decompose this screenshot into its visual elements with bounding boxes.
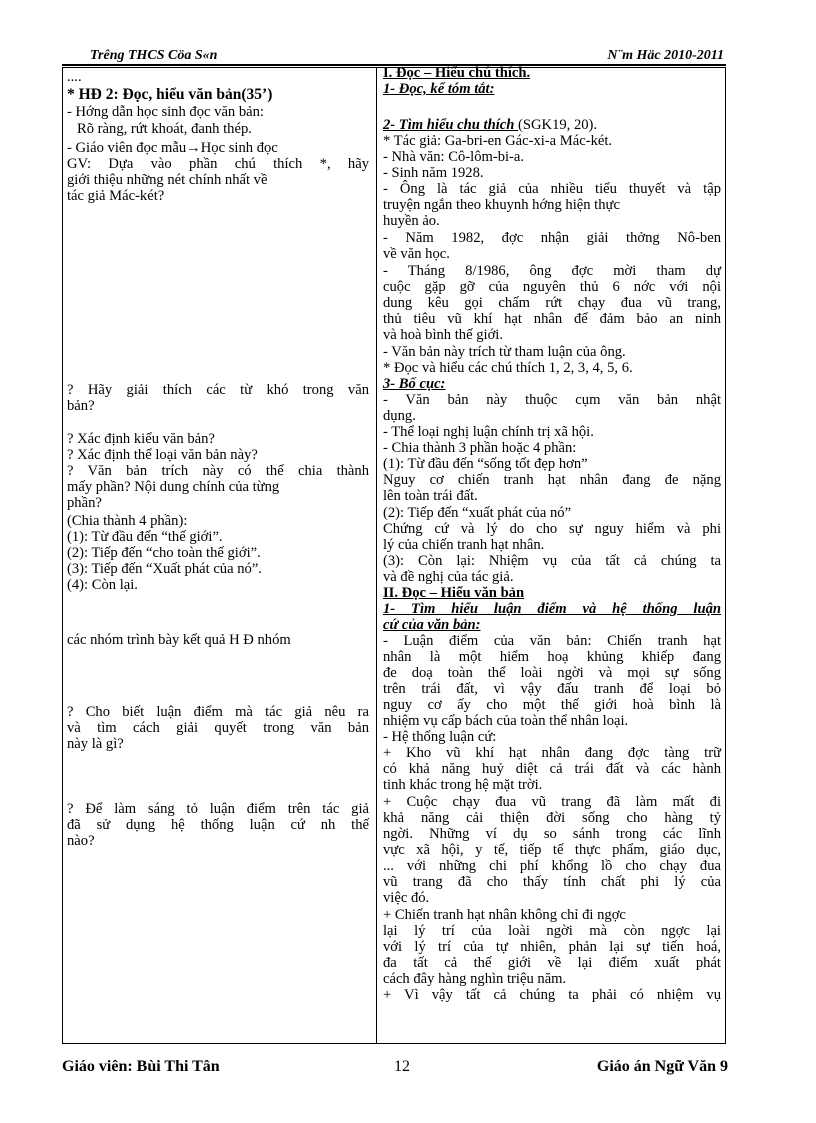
- text-line: GV: Dựa vào phần chú thích *, hãy: [67, 156, 369, 172]
- text-line: (2): Tiếp đến “cho toàn thế giới”.: [67, 545, 261, 561]
- text-line: + Chiến tranh hạt nhân không chỉ đi ngợc: [383, 907, 626, 923]
- ellipsis: ....: [67, 69, 82, 85]
- text-line: tác giả Mác-két?: [67, 188, 165, 204]
- text-line: - Hệ thống luận cứ:: [383, 729, 497, 745]
- text-line: nhiệm vụ cấp bách của toàn thể nhân loại.: [383, 713, 629, 729]
- subsection-heading: 3- Bố cục:: [383, 376, 446, 392]
- text-line: về văn học.: [383, 246, 450, 262]
- text-line: - Thể loại nghị luận chính trị xã hội.: [383, 424, 594, 440]
- text-line: các nhóm trình bày kết quả H Đ nhóm: [67, 632, 291, 648]
- text-line: nguy cơ ấy cho một thế giới hoà bình là: [383, 697, 721, 713]
- text-line: trên trái đất, vì vậy đấu tranh để loại bỏ: [383, 681, 721, 697]
- text-line: vực xã hội, y tế, tiếp tế thực phẩm, giáo dục,: [383, 842, 721, 858]
- column-divider: [376, 68, 377, 1043]
- text-line: và hoà bình thế giới.: [383, 327, 503, 343]
- text-line: (2): Tiếp đến “xuất phát của nó”: [383, 505, 572, 521]
- text-line: - Tháng 8/1986, ông đợc mời tham dự: [383, 263, 721, 279]
- text-line: với lý trí của tự nhiên, phản lại sự tiến hoá,: [383, 939, 721, 955]
- section-heading: I. Đọc – Hiểu chú thích.: [383, 65, 531, 81]
- text-line: cuộc gặp gỡ của nguyên thủ 6 nớc với nội: [383, 279, 721, 295]
- text-line: - Sinh năm 1928.: [383, 165, 484, 181]
- text-line: dung kêu gọi chấm rứt chạy đua vũ trang,: [383, 295, 721, 311]
- text-line: thủ tiêu vũ khí hạt nhân để đảm bảo an ninh: [383, 311, 721, 327]
- text-line: việc đó.: [383, 890, 430, 906]
- question: đã sử dụng hệ thống luận cứ nh thế: [67, 817, 369, 833]
- subsection-heading: 1- Đọc, kể tóm tắt:: [383, 81, 495, 97]
- text-line: và đề nghị của tác giả.: [383, 569, 514, 585]
- text-line: dụng.: [383, 408, 416, 424]
- text-line: + Cuộc chạy đua vũ trang đã làm mất đi: [383, 794, 721, 810]
- text-line: * Tác giả: Ga-bri-en Gác-xi-a Mác-két.: [383, 133, 613, 149]
- text-line: lên toàn trái đất.: [383, 488, 478, 504]
- text-line: (3): Còn lại: Nhiệm vụ của tất cả chúng ta: [383, 553, 721, 569]
- subsection-heading: 1- Tìm hiểu luận điểm và hệ thống luận: [383, 601, 721, 617]
- question: nào?: [67, 833, 95, 849]
- text-line: (Chia thành 4 phần):: [67, 513, 188, 529]
- question: và tìm cách giải quyết trong văn bản: [67, 720, 369, 736]
- text-line: (4): Còn lại.: [67, 577, 138, 593]
- text-line: - Luận điểm của văn bản: Chiến tranh hạt: [383, 633, 721, 649]
- text-line: - Ông là tác giả của nhiều tiểu thuyết và tập: [383, 181, 721, 197]
- question: mấy phần? Nội dung chính của từng: [67, 479, 280, 495]
- question: ? Cho biết luận điểm mà tác giả nêu ra: [67, 704, 369, 720]
- question: ? Xác định thể loại văn bản này?: [67, 447, 258, 463]
- school-year: N¨m Häc 2010-2011: [607, 48, 724, 63]
- text-line: Chứng cứ và lý do cho sự nguy hiểm và phi: [383, 521, 721, 537]
- text-line: (1): Từ đầu đến “thế giới”.: [67, 529, 223, 545]
- page-footer: [62, 1058, 728, 1080]
- page-number: 12: [394, 1058, 410, 1075]
- text-line: ngời. Những ví dụ so sánh trong các lĩnh: [383, 826, 721, 842]
- text-line: lý của chiến tranh hạt nhân.: [383, 537, 545, 553]
- text-line: khả năng cải thiện đời sống cho hàng tỷ: [383, 810, 721, 826]
- question: ? Hãy giải thích các từ khó trong văn: [67, 382, 369, 398]
- lesson-table: [62, 67, 726, 1044]
- course-name: Giáo án Ngữ Văn 9: [596, 1058, 728, 1075]
- text-line: ... với những chi phí khổng lồ cho chạy đua: [383, 858, 721, 874]
- question: này là gì?: [67, 736, 124, 752]
- page-header: [62, 46, 726, 66]
- question: bản?: [67, 398, 95, 414]
- text-line: đe doạ toàn thể loài ngời và mọi sự sống: [383, 665, 721, 681]
- question: ? Văn bản trích này có thể chia thành: [67, 463, 369, 479]
- text-line: huyền ảo.: [383, 213, 440, 229]
- question: phần?: [67, 495, 102, 511]
- text-line: + Vì vậy tất cả chúng ta phải có nhiệm vụ: [383, 987, 721, 1003]
- text-line: + Kho vũ khí hạt nhân đang đợc tàng trữ: [383, 745, 721, 761]
- text-line: Rõ ràng, rứt khoát, đanh thép.: [77, 121, 252, 137]
- text-line: vũ trang đã cho thấy tính chất phi lý của: [383, 874, 721, 890]
- text-line: - Nhà văn: Cô-lôm-bi-a.: [383, 149, 525, 165]
- text-line: tinh khác trong hệ mặt trời.: [383, 777, 543, 793]
- text-line: - Giáo viên đọc mẫu→Học sinh đọc: [67, 140, 278, 156]
- text-line: - Năm 1982, đợc nhận giải thởng Nô-ben: [383, 230, 721, 246]
- school-name: Trêng THCS Cöa S«n: [90, 48, 218, 63]
- text-line: Nguy cơ chiến tranh hạt nhân đang đe nặng: [383, 472, 721, 488]
- question: ? Để làm sáng tỏ luận điểm trên tác giả: [67, 801, 369, 817]
- text-line: (3): Tiếp đến “Xuất phát của nó”.: [67, 561, 262, 577]
- activity-heading: * HĐ 2: Đọc, hiểu văn bản(35’): [67, 86, 273, 103]
- text-line: - Văn bản này trích từ tham luận của ông.: [383, 344, 626, 360]
- text-line: có khả năng huỷ diệt cả trái đất và các hành: [383, 761, 721, 777]
- text-line: - Văn bản này thuộc cụm văn bản nhật: [383, 392, 721, 408]
- subsection-heading: cứ của văn bản:: [383, 617, 481, 633]
- text-line: lại lý trí của loài ngời mà còn ngợc lại: [383, 923, 721, 939]
- text-line: * Đọc và hiểu các chú thích 1, 2, 3, 4, 5, 6.: [383, 360, 633, 376]
- subsection-heading: 2- Tìm hiểu chu thích (SGK19, 20).: [383, 117, 598, 133]
- section-heading: II. Đọc – Hiểu văn bản: [383, 585, 525, 601]
- text-line: cách đây hàng nghìn triệu năm.: [383, 971, 567, 987]
- question: ? Xác định kiểu văn bản?: [67, 431, 215, 447]
- teacher-name: Giáo viên: Bùi Thi Tân: [62, 1058, 220, 1075]
- arrow-right-icon: →: [186, 140, 201, 156]
- text-line: giới thiệu những nét chính nhất về: [67, 172, 268, 188]
- text-line: (1): Từ đầu đến “sống tốt đẹp hơn”: [383, 456, 588, 472]
- text-line: - Chia thành 3 phần hoặc 4 phần:: [383, 440, 577, 456]
- text-line: đa tất cả thế giới về lại điểm xuất phát: [383, 955, 721, 971]
- text-line: nhân là một hiểm hoạ khủng khiếp đang: [383, 649, 721, 665]
- text-line: truyện ngắn theo khuynh hớng hiện thực: [383, 197, 620, 213]
- text-line: - Hớng dẫn học sinh đọc văn bản:: [67, 104, 264, 120]
